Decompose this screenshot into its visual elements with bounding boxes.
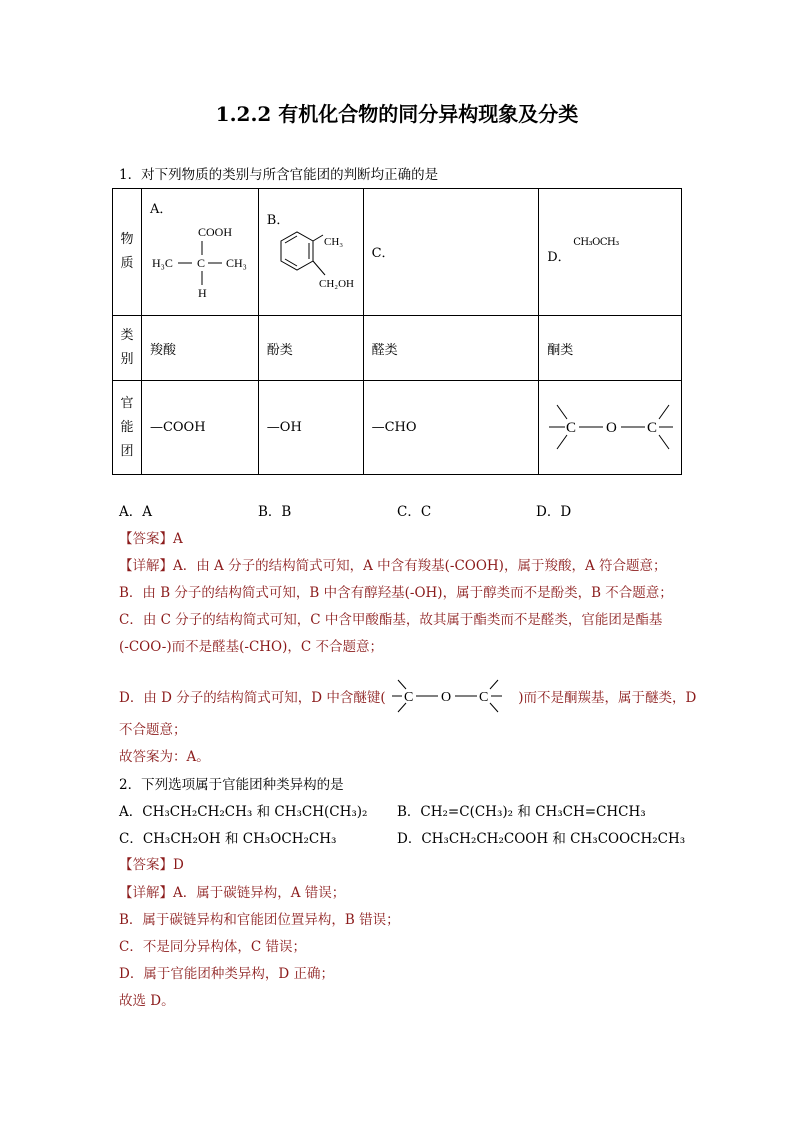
answer-tag: 【答案】 (119, 531, 173, 547)
q2-choice-d: D．CH₃CH₂CH₂COOH 和 CH₃COOCH₂CH₃ (397, 831, 686, 847)
group-b: —OH (258, 381, 363, 475)
q1-table (112, 188, 682, 475)
row-header-text: 官 能 团 (120, 395, 134, 459)
row-header-substance (113, 189, 142, 316)
row-header-group (113, 381, 142, 475)
q1-detail-line-d (119, 677, 696, 715)
row-header-text: 物 质 (120, 232, 134, 271)
q2-answer (119, 853, 184, 873)
f-b-ch3: CH₃ (323, 236, 343, 248)
option-b-structure (258, 189, 363, 316)
q2-detail-line-1 (119, 881, 345, 901)
f-a-c: C (196, 256, 205, 270)
ether-bond-inline (390, 677, 514, 715)
q2-choice-a: A．CH₃CH₂CH₂CH₃ 和 CH₃CH(CH₃)₂ (119, 804, 368, 820)
inline-o: O (440, 690, 452, 705)
detail-d-post: )而不是酮羰基，属于醚类，D (518, 690, 697, 706)
q1-choice-c: C．C (397, 504, 432, 520)
q1-choice-a: A．A (119, 504, 152, 520)
option-c-structure (363, 189, 539, 316)
detail-text: A．由 A 分子的结构简式可知，A 中含有羧基(-COOH)，属于羧酸，A 符合题意； (173, 558, 667, 574)
detail-tag: 【详解】 (119, 885, 173, 901)
inline-c1: C (403, 690, 414, 705)
category-c: 醛类 (363, 316, 539, 381)
f-a-cooh: COOH (197, 225, 232, 239)
ether-group-diagram (539, 381, 681, 473)
q2-detail-line-3: C．不是同分异构体，C 错误； (119, 939, 306, 955)
group-a: —COOH (141, 381, 258, 475)
q1-detail-line-4: (-COO-)而不是醛基(-CHO)，C 不合题意； (119, 639, 384, 655)
answer-value: D (173, 857, 184, 873)
option-d-structure (539, 189, 682, 316)
f-a-h3c: H₃C (151, 256, 173, 270)
f-b-ch2oh: CH₂OH (318, 278, 354, 290)
group-c: —CHO (363, 381, 539, 475)
q1-choice-b: B．B (258, 504, 292, 520)
page-title: 1.2.2 有机化合物的同分异构现象及分类 (215, 102, 579, 126)
q2-stem: 2．下列选项属于官能团种类异构的是 (119, 777, 344, 793)
q1-detail-line-2: B．由 B 分子的结构简式可知，B 中含有醇羟基(-OH)，属于醇类而不是酚类，B 不合题意； (119, 585, 673, 601)
category-a: 羧酸 (141, 316, 258, 381)
q2-choice-b: B．CH₂=C(CH₃)₂ 和 CH₃CH=CHCH₃ (397, 804, 646, 820)
category-b: 酚类 (258, 316, 363, 381)
option-a-structure (141, 189, 258, 316)
row-header-text: 类 别 (120, 328, 134, 367)
q1-choice-d: D．D (536, 504, 572, 520)
option-c-label: C． (371, 246, 395, 261)
option-a-label: A． (149, 202, 173, 217)
q2-conclusion: 故选 D。 (119, 993, 175, 1009)
f-a-ch3: CH₃ (225, 256, 247, 270)
row-header-category (113, 316, 142, 381)
f-a-h: H (197, 286, 207, 300)
ether-o: O (606, 420, 618, 436)
q1-detail-line-3: C．由 C 分子的结构简式可知，C 中含甲酸酯基，故其属于酯类而不是醛类，官能团是酯基 (119, 612, 663, 628)
ether-c2: C (647, 420, 658, 436)
answer-tag: 【答案】 (119, 857, 173, 873)
q1-conclusion: 故答案为：A。 (119, 749, 210, 765)
q2-detail-line-2: B．属于碳链异构和官能团位置异构，B 错误； (119, 912, 400, 928)
q1-answer (119, 527, 183, 547)
option-d-formula: CH₃OCH₃ (573, 237, 619, 248)
q1-stem: 1．对下列物质的类别与所含官能团的判断均正确的是 (119, 167, 439, 183)
ether-c1: C (566, 420, 577, 436)
detail-d-pre: D．由 D 分子的结构简式可知，D 中含醚键( (119, 690, 386, 706)
q2-choice-c: C．CH₃CH₂OH 和 CH₃OCH₂CH₃ (119, 831, 337, 847)
option-b-formula (259, 189, 363, 315)
option-b-label: B． (266, 213, 290, 228)
detail-tag: 【详解】 (119, 558, 173, 574)
q1-detail-line-1 (119, 554, 667, 574)
detail-text: A．属于碳链异构，A 错误； (173, 885, 346, 901)
answer-value: A (173, 531, 183, 547)
category-d: 酮类 (539, 316, 682, 381)
inline-c2: C (478, 690, 489, 705)
q1-detail-line-d-cont: 不合题意； (119, 722, 187, 738)
q2-detail-line-4: D．属于官能团种类异构，D 正确； (119, 966, 334, 982)
option-a-formula (142, 189, 258, 315)
option-d-label: D． (547, 250, 571, 265)
group-d (539, 381, 682, 475)
